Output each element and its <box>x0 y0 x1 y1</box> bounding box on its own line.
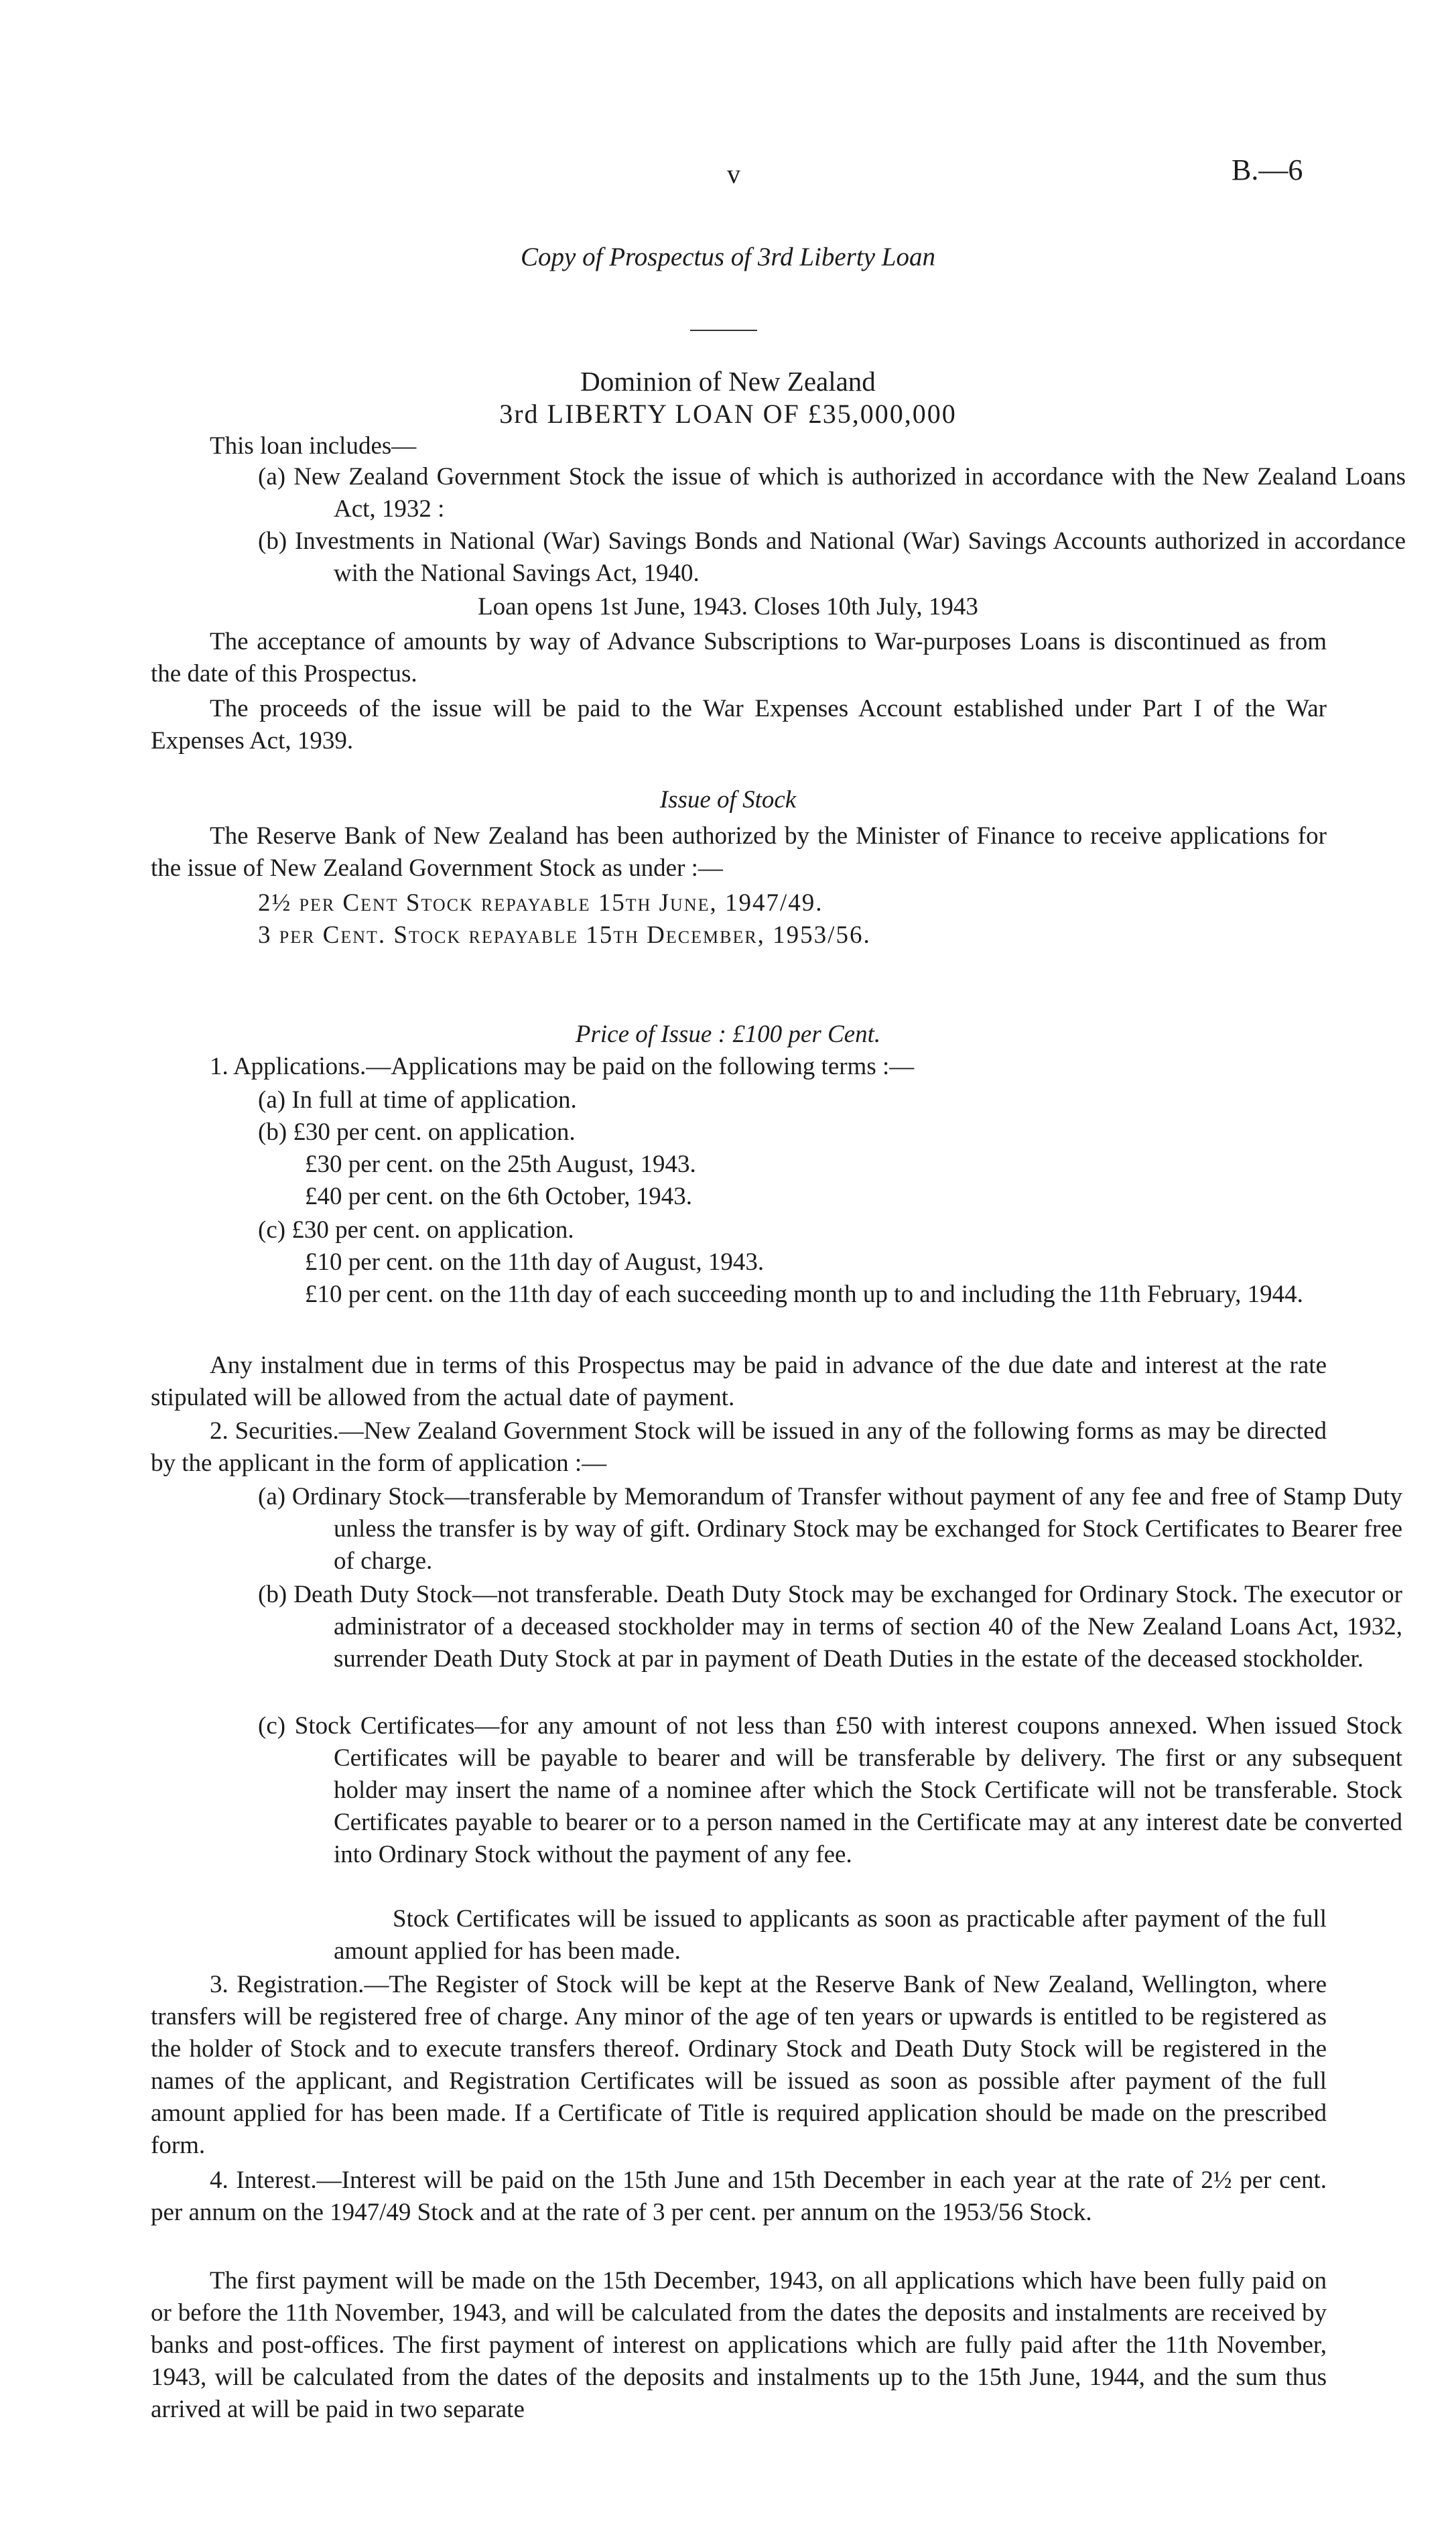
interest-paragraph: 4. Interest.—Interest will be paid on the 15th June and 15th December in each year at the rate of 2½ per cent. per annum on the 1947/49 Stock and at the rate of 3 per cent. per annum on the 1953/56 Stock. <box>151 2166 1327 2226</box>
instalment-paragraph: Any instalment due in terms of this Prospectus may be paid in advance of the due date and interest at the rate stipulated will be allowed from the actual date of payment. <box>151 1352 1327 1411</box>
para-acceptance: The acceptance of amounts by way of Advance Subscriptions to War-purposes Loans is discontinued as from the date of this Prospectus. <box>151 628 1327 688</box>
include-item-a: (a) New Zealand Government Stock the issue of which is authorized in accordance with the New Zealand Loans Act, 1932 : <box>258 463 1406 523</box>
first-payment-paragraph: The first payment will be made on the 15th December, 1943, on all applications which have been fully paid on or before the 11th November, 1943, and will be calculated from the dates the deposits and instalments are received by banks and post-offices. The first payment of interest on applications which are fully paid after the 11th November, 1943, will be calculated from the dates of the deposits and instalments up to the 15th June, 1944, and the sum thus arrived at will be paid in two separate <box>151 2267 1327 2423</box>
stock-line-1: 2½ per Cent Stock repayable 15th June, 1947/49. <box>258 889 823 917</box>
securities-intro: 2. Securities.—New Zealand Government Stock will be issued in any of the following forms as may be directed by the applicant in the form of application :— <box>151 1417 1327 1477</box>
securities-b: (b) Death Duty Stock—not transferable. Death Duty Stock may be exchanged for Ordinary Stock. The executor or administrator of a deceased stockholder may in terms of section 40 of the New Zealand Loans Act, 1932, surrender Death Duty Stock at par in payment of Death Duties in the estate of the deceased stockholder. <box>258 1581 1402 1673</box>
securities-c: (c) Stock Certificates—for any amount of not less than £50 with interest coupons annexed. When issued Stock Certificates will be payable to bearer and will be transferable by delivery. The first or any subsequent holder may insert the name of a nominee after which the Stock Certificate will not be transferable. Stock Certificates payable to bearer or to a person named in the Certificate may at any interest date be converted into Ordinary Stock without the payment of any fee. <box>258 1712 1402 1868</box>
price-heading: Price of Issue : £100 per Cent. <box>575 1021 881 1048</box>
includes-intro: This loan includes— <box>210 432 417 460</box>
applications-c2: £10 per cent. on the 11th day of August, 1943. <box>305 1248 765 1276</box>
title-divider <box>690 330 757 331</box>
issue-paragraph: The Reserve Bank of New Zealand has been authorized by the Minister of Finance to receive applications for the issue of New Zealand Government Stock as under :— <box>151 822 1327 882</box>
registration-paragraph: 3. Registration.—The Register of Stock will be kept at the Reserve Bank of New Zealand, Wellington, where transfers will be registered free of charge. Any minor of the age of ten years or upwards is entitled to be registered as the holder of Stock and to execute transfers thereof. Ordinary Stock and Death Duty Stock will be registered in the names of the applicant, and Registration Certificates will be issued as soon as possible after payment of the full amount applied for has been made. If a Certificate of Title is required application should be made on the prescribed form. <box>151 1971 1327 2159</box>
page-code: B.—6 <box>1232 153 1303 186</box>
applications-b2: £30 per cent. on the 25th August, 1943. <box>305 1151 696 1178</box>
document-title: Copy of Prospectus of 3rd Liberty Loan <box>521 243 935 271</box>
stock-line-2: 3 per Cent. Stock repayable 15th December, 1953/56. <box>258 921 871 949</box>
loan-name: 3rd LIBERTY LOAN OF £35,000,000 <box>499 399 957 429</box>
securities-c-note: Stock Certificates will be issued to applicants as soon as practicable after payment of the full amount applied for has been made. <box>334 1905 1327 1965</box>
issue-heading: Issue of Stock <box>659 786 797 814</box>
applications-intro: 1. Applications.—Applications may be paid on the following terms :— <box>210 1053 915 1080</box>
applications-a: (a) In full at time of application. <box>258 1086 577 1114</box>
dominion-heading: Dominion of New Zealand <box>580 366 876 397</box>
securities-a: (a) Ordinary Stock—transferable by Memorandum of Transfer without payment of any fee and free of Stamp Duty unless the transfer is by way of gift. Ordinary Stock may be exchanged for Stock Certificates to Bearer free of charge. <box>258 1483 1402 1575</box>
loan-dates: Loan opens 1st June, 1943. Closes 10th July, 1943 <box>478 593 978 621</box>
applications-b1: (b) £30 per cent. on application. <box>258 1118 576 1146</box>
page-number: v <box>727 159 740 189</box>
applications-c1: (c) £30 per cent. on application. <box>258 1216 574 1244</box>
applications-b3: £40 per cent. on the 6th October, 1943. <box>305 1183 693 1210</box>
include-item-b: (b) Investments in National (War) Savings Bonds and National (War) Savings Accounts authorized in accordance with the National Savings Act, 1940. <box>258 527 1406 587</box>
para-proceeds: The proceeds of the issue will be paid to the War Expenses Account established under Part I of the War Expenses Act, 1939. <box>151 695 1327 755</box>
applications-c3: £10 per cent. on the 11th day of each succeeding month up to and including the 11th February, 1944. <box>305 1281 1303 1308</box>
